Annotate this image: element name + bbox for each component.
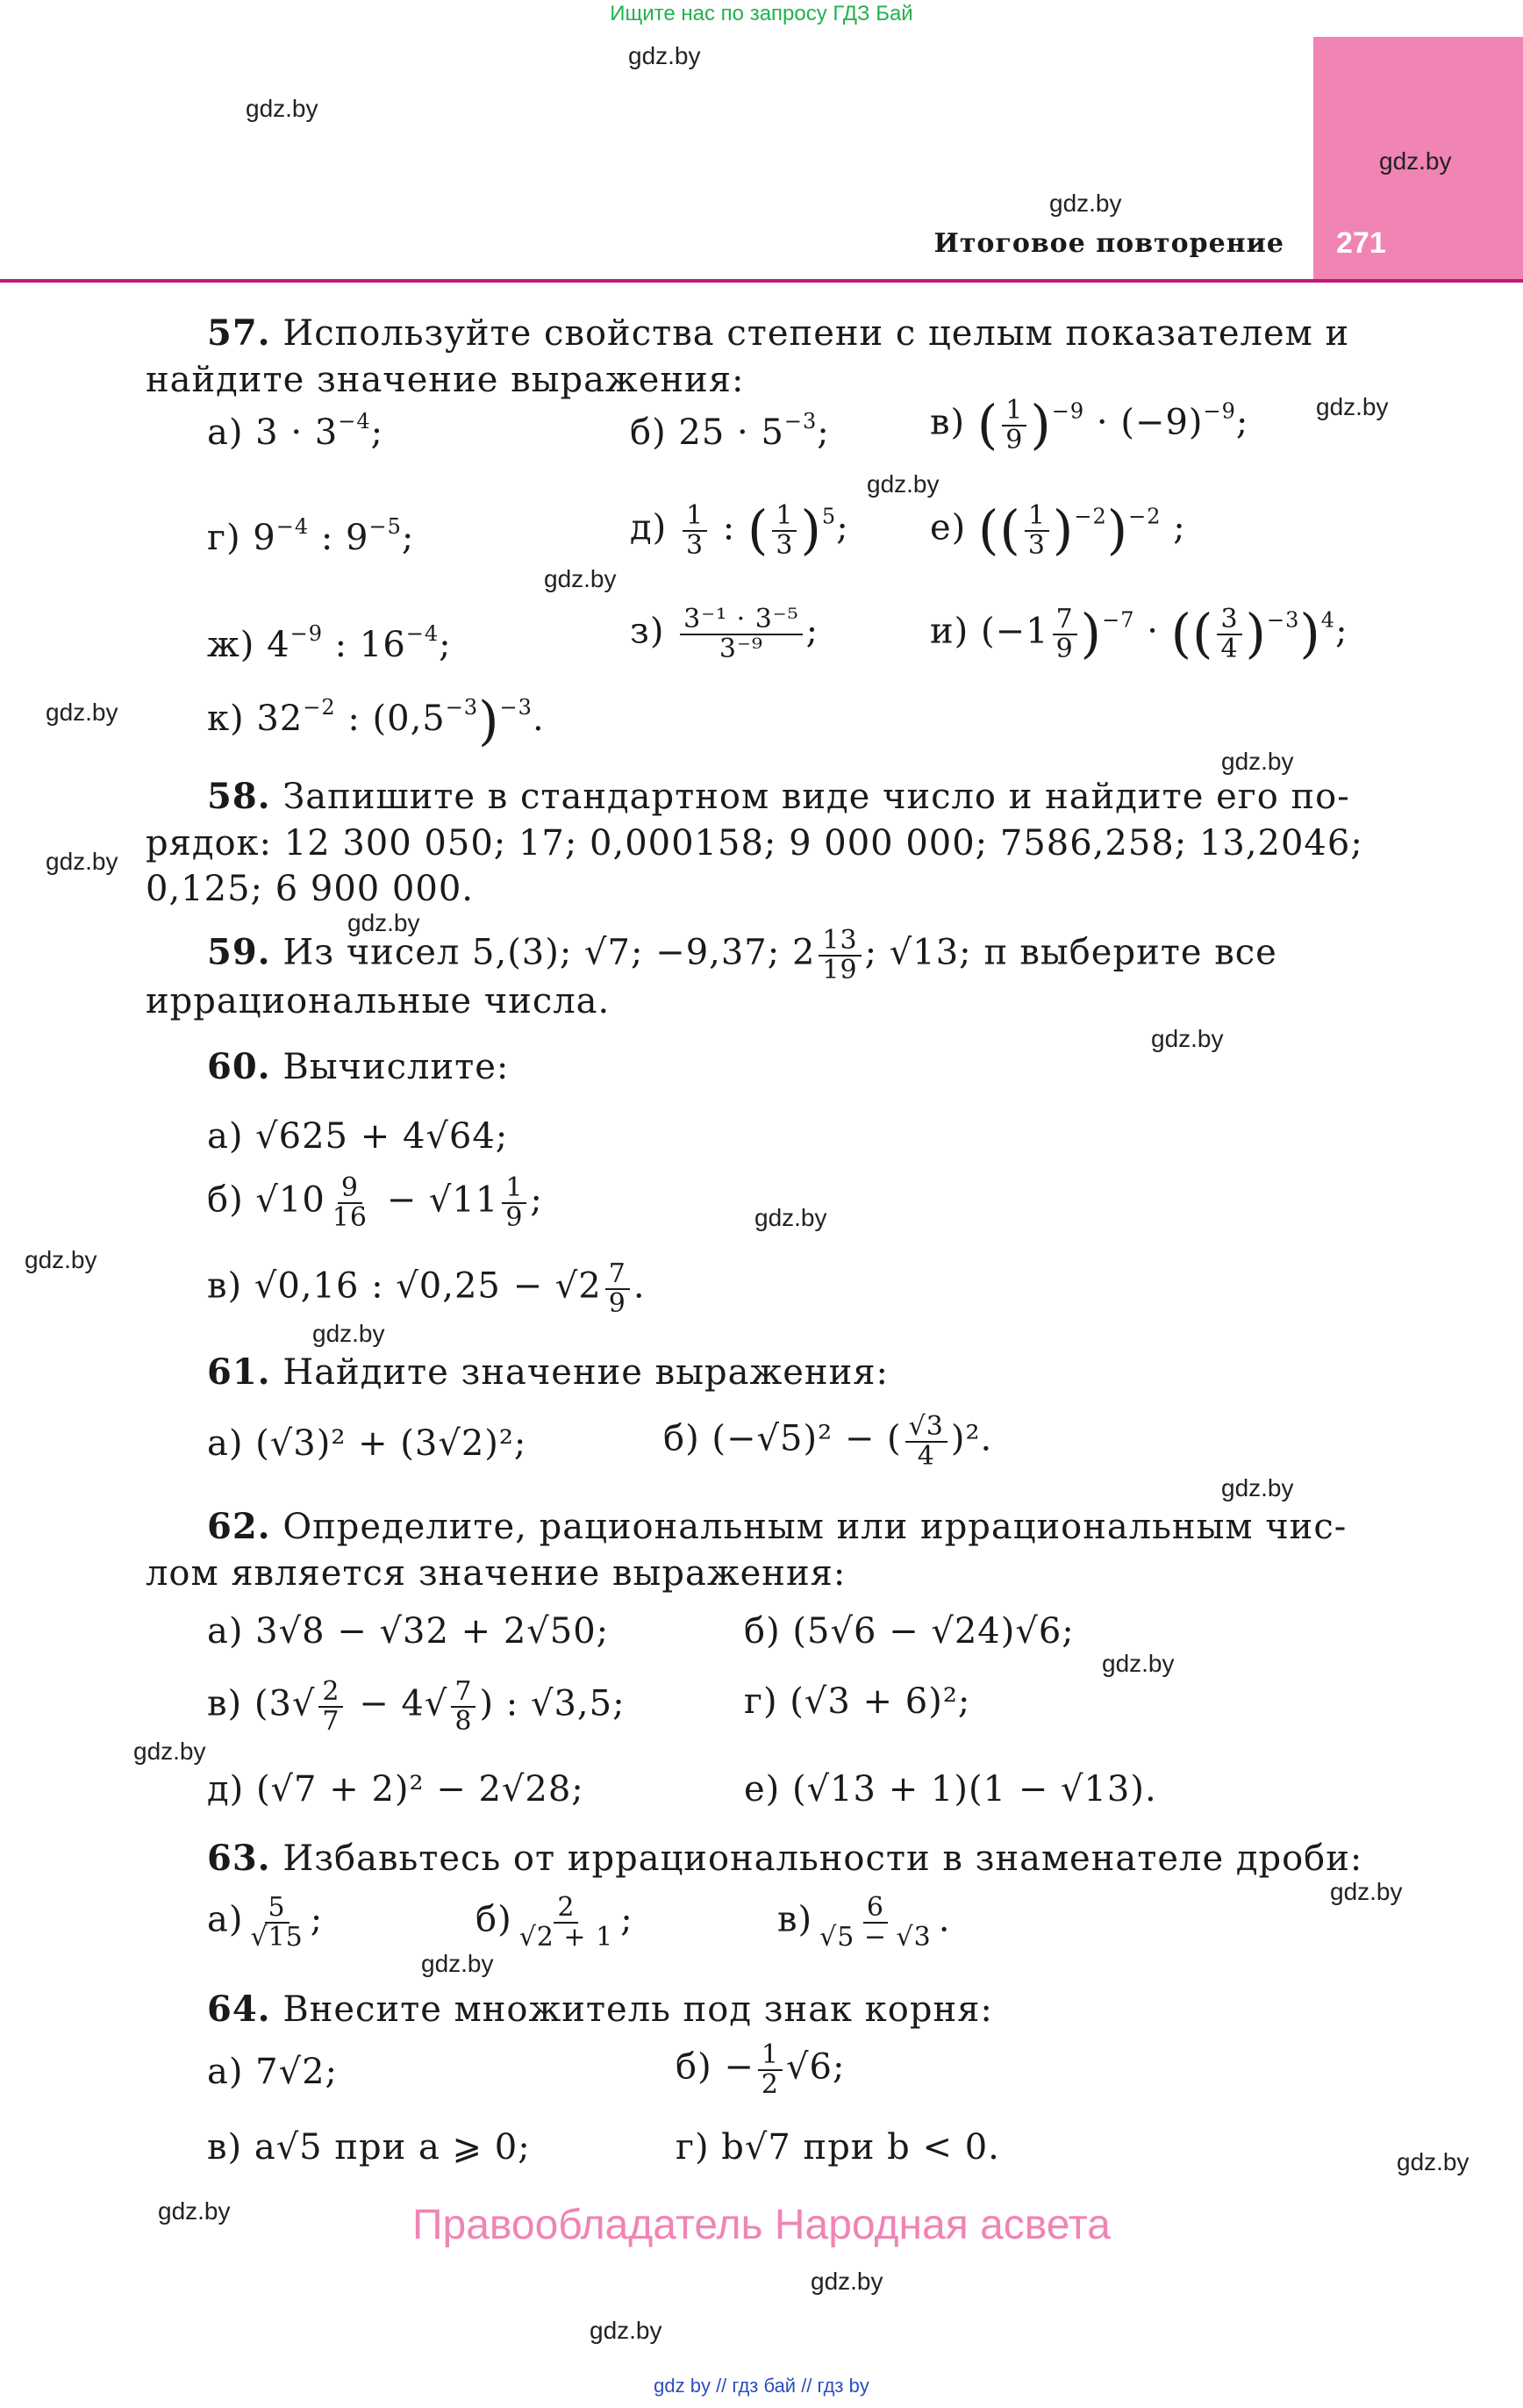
watermark: gdz.by [628, 42, 701, 69]
task-61a: а) (√3)² + (3√2)²; [207, 1423, 527, 1464]
task-62-line-2: лом является значение выражения: [146, 1553, 847, 1594]
watermark: gdz.by [754, 1204, 827, 1231]
task-63b: б) $\frac{2}{√2 + 1}$ ; [475, 1892, 633, 1953]
task-62g: г) (√3 + 6)²; [744, 1681, 971, 1722]
task-57z: з) $\frac{\text{3⁻¹ · 3⁻⁵}}{\text{3⁻⁹}}$ ; [630, 604, 819, 664]
watermark: gdz.by [312, 1320, 385, 1347]
task-62-line-1: 62. Определите, рациональным или иррациональным чис- [207, 1506, 1348, 1547]
watermark: gdz.by [811, 2268, 883, 2295]
watermark: gdz.by [1102, 1650, 1175, 1677]
watermark: gdz.by [544, 565, 617, 592]
task-57v: в) ( $\frac{1}{9}$ )$^{-9} \cdot (-9)^{-9}$; [930, 394, 1249, 456]
watermark: gdz.by [347, 909, 420, 936]
task-57b: б) $25 \cdot 5^{-3}$; [630, 409, 830, 453]
task-63v: в) $\frac{6}{√5 - √3}$ . [777, 1892, 951, 1953]
task-64v: в) a√5 при a ⩾ 0; [207, 2127, 531, 2168]
task-63-title: 63. Избавьтесь от иррациональности в знаменателе дроби: [207, 1838, 1363, 1879]
task-64b: б) − $\frac{1}{2}$ √6; [676, 2039, 846, 2100]
task-60c: в) √0,16 : √0,25 − √2 $\frac{7}{9}$ . [207, 1258, 646, 1319]
task-63a: а) $\frac{5}{√15}$ ; [207, 1892, 324, 1953]
task-57a: а) $3 \cdot 3^{-4}$; [207, 409, 384, 453]
watermark: gdz.by [46, 848, 118, 875]
watermark: gdz.by [1151, 1025, 1224, 1052]
watermark: gdz.by [246, 95, 318, 122]
task-59-line-2: иррациональные числа. [146, 981, 611, 1021]
task-62d: д) (√7 + 2)² − 2√28; [207, 1769, 584, 1810]
task-61-title: 61. Найдите значение выражения: [207, 1351, 889, 1393]
watermark: gdz.by [1379, 147, 1452, 175]
watermark: gdz.by [590, 2317, 662, 2344]
task-62a: а) 3√8 − √32 + 2√50; [207, 1611, 610, 1652]
task-62e: е) (√13 + 1)(1 − √13). [744, 1769, 1157, 1810]
task-58-line-1: 58. Запишите в стандартном виде число и найдите его по- [207, 776, 1350, 817]
task-60b: б) √10 $\frac{9}{16}$ − √11 $\frac{1}{9}$ ; [207, 1172, 543, 1233]
watermark: gdz.by [158, 2197, 231, 2225]
publisher-notice: Правообладатель Народная асвета [412, 2202, 1111, 2248]
watermark: gdz.by [867, 470, 940, 498]
section-title: Итоговое повторение [933, 228, 1284, 259]
footer-links[interactable]: gdz by // гдз бай // гдз by [654, 2375, 869, 2397]
watermark: gdz.by [133, 1738, 206, 1765]
watermark: gdz.by [25, 1246, 97, 1273]
task-58-line-3: 0,125; 6 900 000. [146, 869, 474, 909]
watermark: gdz.by [1316, 393, 1389, 420]
watermark: gdz.by [1221, 1474, 1294, 1501]
task-57-line-1: 57. Используйте свойства степени с целым показателем и [207, 312, 1350, 354]
task-64a: а) 7√2; [207, 2052, 339, 2092]
task-62v: в) (3√ $\frac{2}{7}$ − 4√ $\frac{7}{8}$ ) : √3,5; [207, 1676, 626, 1737]
task-57zh: ж) $4^{-9}$ : $16^{-4}$; [207, 621, 452, 665]
watermark: gdz.by [1049, 190, 1122, 217]
watermark: gdz.by [46, 699, 118, 726]
task-64-title: 64. Внесите множитель под знак корня: [207, 1989, 993, 2030]
watermark: gdz.by [421, 1950, 494, 1977]
page-number: 271 [1336, 226, 1386, 260]
top-search-note: Ищите нас по запросу ГДЗ Бай [610, 2, 913, 25]
task-57k: к) $32^{-2}$ : $(0,5^{-3})^{-3}$. [207, 691, 545, 752]
header-rule [0, 279, 1523, 283]
task-64g: г) b√7 при b < 0. [676, 2127, 1000, 2168]
task-61b: б) (−√5)² − ( $\frac{√3}{4}$ )². [663, 1411, 993, 1472]
task-62b: б) (5√6 − √24)√6; [744, 1611, 1075, 1652]
task-57g: г) $9^{-4}$ : $9^{-5}$; [207, 514, 415, 558]
watermark: gdz.by [1397, 2148, 1469, 2175]
task-60a: а) √625 + 4√64; [207, 1116, 509, 1157]
task-57d: д) $\frac{1}{3}$ : ( $\frac{1}{3}$ )$^5$; [630, 499, 849, 562]
task-57i: и) (−1 $\frac{7}{9}$ )$^{-7}$ · (( $\frac{3}{4}$ )$^{-3}$)$^4$; [930, 603, 1348, 665]
task-57e: е) (( $\frac{1}{3}$ )$^{-2}$)$^{-2}$ ; [930, 499, 1186, 562]
watermark: gdz.by [1330, 1878, 1403, 1905]
task-58-line-2: рядок: 12 300 050; 17; 0,000158; 9 000 000; 7586,258; 13,2046; [146, 823, 1363, 864]
task-57-line-2: найдите значение выражения: [146, 360, 745, 400]
watermark: gdz.by [1221, 748, 1294, 775]
task-60-title: 60. Вычислите: [207, 1046, 510, 1087]
task-59-line-1: 59. Из чисел 5,(3); √7; −9,37; 2 $\frac{13}{19}$ ; √13; π выберите все [207, 925, 1277, 985]
